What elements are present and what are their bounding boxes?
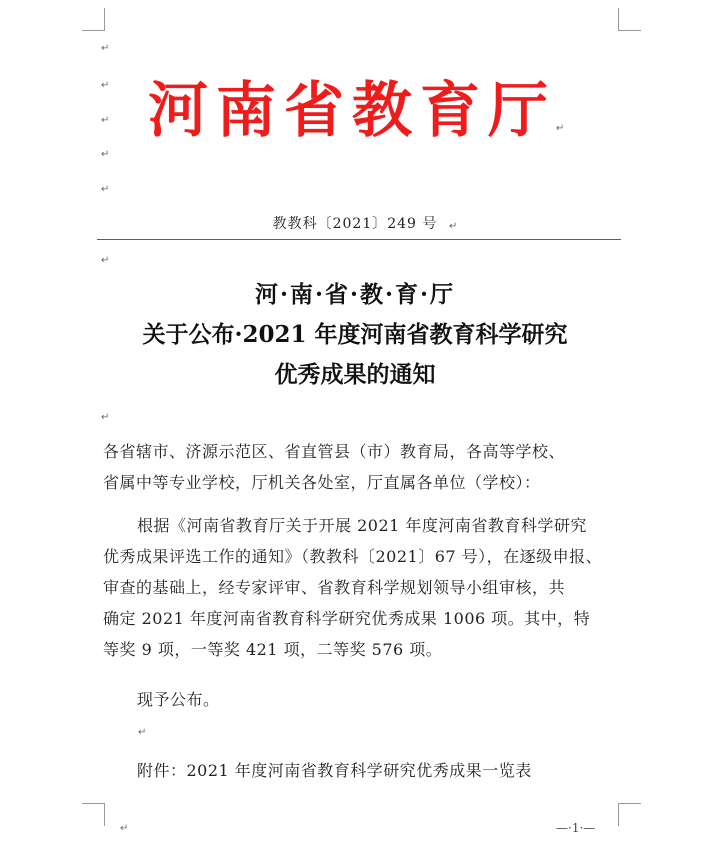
page-corner-mark-top-right — [618, 8, 641, 31]
paragraph-mark: ↵ — [556, 123, 565, 134]
page-number: —·1·— — [556, 821, 596, 835]
page-corner-mark-bottom-left — [82, 803, 105, 826]
page-corner-mark-top-left — [82, 8, 105, 31]
announcement-paragraph — [103, 684, 623, 715]
paragraph-mark: ↵ — [101, 412, 110, 423]
salutation-line: 省属中等专业学校，厅机关各处室，厅直属各单位（学校）： — [103, 473, 541, 492]
attachment-text: 附件：2021 年度河南省教育科学研究优秀成果一览表 — [137, 761, 532, 780]
issuing-organization-title: 河南省教育厅 — [148, 76, 556, 146]
body-line: 根据《河南省教育厅关于开展 2021 年度河南省教育科学研究 — [137, 516, 587, 535]
document-number: 教教科〔2021〕249 号 — [272, 216, 438, 232]
page-corner-mark-bottom-right — [618, 803, 641, 826]
paragraph-mark: ↵ — [101, 255, 110, 266]
body-line: 优秀成果评选工作的通知》（教教科〔2021〕67 号），在逐级申报、 — [103, 547, 603, 566]
paragraph-mark: ↵ — [101, 80, 110, 91]
notice-title-line-2: 关于公布·2021 年度河南省教育科学研究 — [142, 321, 568, 348]
attachment-paragraph — [103, 755, 623, 786]
salutation-line: 各省辖市、济源示范区、省直管县（市）教育局，各高等学校、 — [103, 442, 566, 461]
paragraph-mark: ↵ — [101, 149, 110, 160]
body-line: 审查的基础上，经专家评审、省教育科学规划领导小组审核，共 — [103, 578, 566, 597]
notice-title-line-3: 优秀成果的通知 — [274, 361, 436, 388]
body-line: 等奖 9 项，一等奖 421 项，二等奖 576 项。 — [103, 640, 443, 659]
body-line: 确定 2021 年度河南省教育科学研究优秀成果 1006 项。其中，特 — [103, 609, 591, 628]
paragraph-mark: ↵ — [101, 115, 110, 126]
red-separator-line — [97, 239, 621, 240]
salutation-paragraph — [103, 436, 623, 498]
paragraph-mark: ↵ — [138, 727, 147, 738]
notice-title-line-1: 河·南·省·教·育·厅 — [254, 281, 456, 308]
announcement-text: 现予公布。 — [137, 690, 220, 709]
paragraph-mark: ↵ — [101, 43, 110, 54]
paragraph-mark: ↵ — [449, 221, 458, 232]
paragraph-mark: ↵ — [120, 823, 129, 834]
main-body-paragraph — [103, 510, 623, 665]
paragraph-mark: ↵ — [101, 184, 110, 195]
